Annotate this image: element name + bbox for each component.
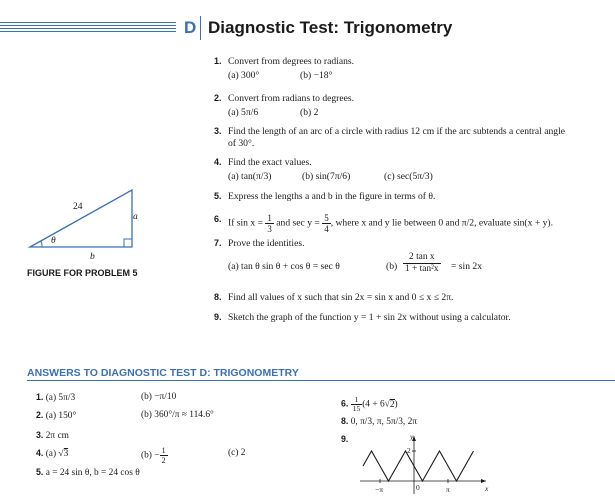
problem-number: 7. [214,238,222,248]
answer-number: 6. [341,398,349,409]
header-rule-lines [0,22,176,36]
answer-number: 3. [36,430,44,440]
problem-7-part-a: (a) tan θ sin θ + cos θ = sec θ [228,261,340,272]
answer-5 [36,467,140,478]
fraction-one-third: $\frac{1}{3}$ [267,213,272,234]
sine-graph [350,432,490,502]
fraction-five-fourths: $\frac{5}{4}$ [324,213,329,234]
graph-y-tick-label: 2 [407,446,411,455]
angle-theta-label: θ [51,236,56,246]
problem-2-part-b: (b) 2 [300,107,319,118]
problem-text: Find the length of an arc of a circle with radius 12 cm if the arc subtends a central angle [228,126,565,137]
problem-text: Express the lengths a and b in the figure in terms of θ. [228,191,436,202]
problem-number: 3. [214,126,222,136]
hypotenuse-label: 24 [73,202,83,212]
graph-y-label: y [410,432,414,441]
answer-number: 8. [341,416,349,426]
graph-pi-label: π [446,485,450,494]
answer-5-text: a = 24 sin θ, b = 24 cos θ [45,468,140,478]
page-title: Diagnostic Test: Trigonometry [208,18,453,37]
header-divider [200,16,201,40]
problem-number: 2. [214,93,222,103]
answers-rule [27,380,615,381]
problem-text: Sketch the graph of the function y = 1 + sin 2x without using a calculator. [228,312,511,323]
problem-2-part-a: (a) 5π/6 [228,107,259,118]
problem-4-part-b: (b) sin(7π/6) [302,171,351,182]
answer-3 [36,430,69,441]
curve [363,451,474,481]
answer-6: 6. $\frac{1}{15}$ (4 + 6√2) [341,395,398,413]
problem-number: 6. [214,214,222,224]
fraction-numerator: 2 tan x [403,252,441,264]
fraction-one-fifteenth: $\frac{1}{15}$ [352,395,361,413]
problem-text: Find the exact values. [228,157,312,168]
section-letter: D [184,18,197,37]
right-angle-marker [124,239,132,247]
answer-number: 9. [341,434,349,444]
answer-3-text: 2π cm [45,431,69,441]
answer-2-part-b: (b) 360°/π ≈ 114.6° [141,410,214,420]
side-a-label: a [133,212,138,222]
triangle-shape [30,190,132,247]
answer-number: 1. [36,392,44,402]
x-axis-arrow [481,479,486,483]
problem-number: 1. [214,56,222,66]
problem-7-part-b-label: (b) [386,261,398,272]
problem-text: Find all values of x such that sin 2x = sin x and 0 ≤ x ≤ 2π. [228,292,454,303]
right-triangle-figure [20,180,140,270]
problem-text: Prove the identities. [228,238,305,249]
problem-text: Convert from radians to degrees. [228,93,355,104]
problem-3-continued: of 30°. [228,138,255,149]
answer-1 [36,392,75,403]
answers-heading: ANSWERS TO DIAGNOSTIC TEST D: TRIGONOMETRY [27,367,299,379]
graph-neg-pi-label: −π [375,485,384,494]
problem-7-part-b-fraction [403,252,441,275]
problem-6-post: , where x and y lie between 0 and π/2, evaluate sin(x + y). [330,217,554,229]
answer-4-part-a: (a) √3 [45,449,69,459]
answer-8-text: 0, π/3, π, 5π/3, 2π [350,417,418,427]
answer-2 [36,410,76,421]
answer-number: 2. [36,410,44,420]
problem-text [228,213,553,234]
answer-4-part-c: (c) 2 [228,448,246,458]
fraction-denominator: 1 + tan²x [405,264,439,274]
figure-caption: FIGURE FOR PROBLEM 5 [27,268,138,278]
answer-4-part-b: (b) − $\frac{1}{2}$ [141,446,166,465]
answer-1-part-b: (b) −π/10 [141,392,177,402]
problem-number: 5. [214,191,222,201]
answer-8 [341,416,417,427]
problem-4-part-a: (a) tan(π/3) [228,171,272,182]
problem-1-part-b: (b) −18° [300,70,333,81]
answer-9 [341,434,348,445]
problem-7-part-b-rhs: = sin 2x [451,261,482,272]
problem-number: 9. [214,312,222,322]
problem-number: 8. [214,292,222,302]
side-b-label: b [90,252,95,262]
graph-origin-label: 0 [416,483,420,492]
problem-6-pre: If sin x = [228,217,266,229]
problem-text: Convert from degrees to radians. [228,56,355,67]
graph-x-label: x [485,484,489,493]
problem-6-mid: and sec y = [273,217,323,229]
answer-number: 4. [36,448,44,458]
angle-arc [41,241,42,247]
answer-number: 5. [36,467,44,477]
answer-1-part-a: (a) 5π/3 [45,393,76,403]
answer-4 [36,448,68,459]
problem-4-part-c: (c) sec(5π/3) [384,171,433,182]
problem-1-part-a: (a) 300° [228,70,260,81]
problem-number: 4. [214,157,222,167]
answer-2-part-a: (a) 150° [45,411,77,421]
